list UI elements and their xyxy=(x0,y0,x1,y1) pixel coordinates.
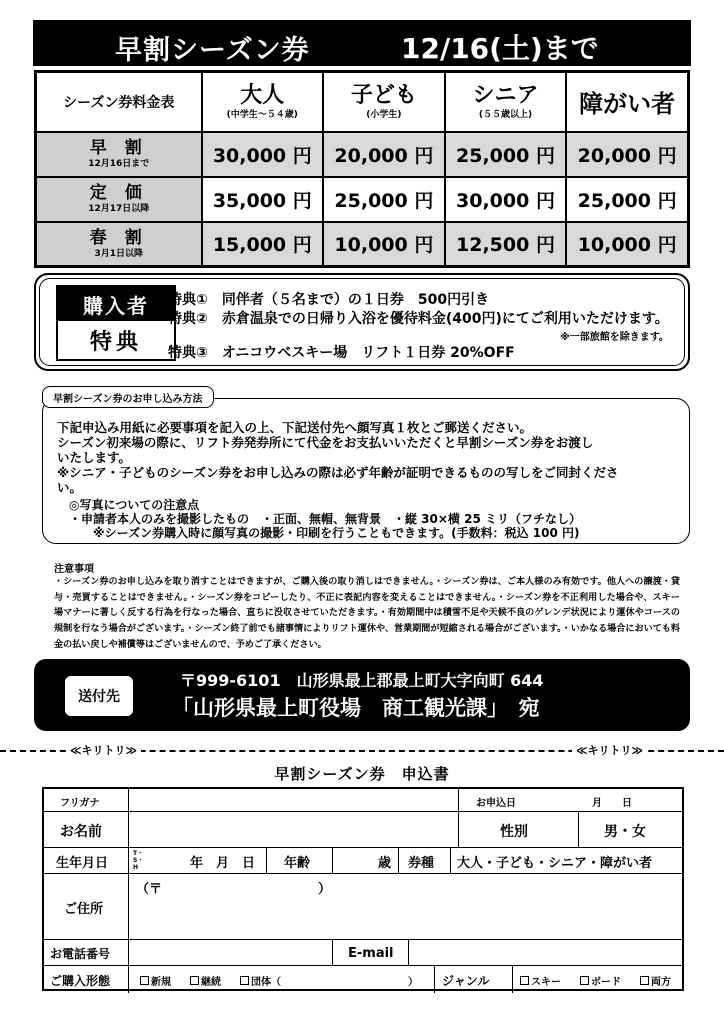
form-col-divider xyxy=(332,847,333,873)
birth-date-field[interactable]: 年 月 日 xyxy=(190,855,256,871)
name-field[interactable] xyxy=(130,813,456,845)
genre-ski-option[interactable] xyxy=(520,970,561,990)
address-line-2: 「山形県最上町役場 商工観光課」 宛 xyxy=(172,696,540,720)
price-col-senior xyxy=(445,72,567,132)
price-cell: 25,000 円 xyxy=(566,177,688,222)
row-sub: 12月17日以降 xyxy=(88,204,150,214)
row-label: 春 割 xyxy=(89,227,148,248)
col-label: 子ども xyxy=(350,82,417,108)
price-col-child xyxy=(323,72,445,132)
price-col-adult xyxy=(202,72,324,132)
address-tag: 送付先 xyxy=(65,676,133,716)
price-cell: 10,000 円 xyxy=(566,222,688,267)
price-col-disabled xyxy=(566,72,688,132)
option-label: 両方 xyxy=(651,976,671,988)
row-sub: 12月16日まで xyxy=(88,159,150,169)
howto-line: い。 xyxy=(57,480,83,495)
price-cell: 20,000 円 xyxy=(566,132,688,177)
form-row-divider xyxy=(44,811,682,812)
price-cell: 25,000 円 xyxy=(323,177,445,222)
row-label-cell xyxy=(36,177,202,222)
checkbox-icon[interactable] xyxy=(640,976,649,985)
option-label: 団体（ xyxy=(251,976,281,988)
checkbox-icon[interactable] xyxy=(140,976,149,985)
form-row-divider xyxy=(44,965,682,966)
genre-label: ジャンル xyxy=(442,973,490,988)
form-col-divider xyxy=(512,965,513,993)
email-field[interactable] xyxy=(410,941,680,963)
phone-field[interactable] xyxy=(130,941,330,963)
col-sub: (小学生) xyxy=(366,109,402,120)
cut-label-left: ≪キリトリ≫ xyxy=(66,742,141,758)
address-line-1: 〒999-6101 山形県最上郡最上町大字向町 644 xyxy=(180,671,544,690)
howto-box xyxy=(42,398,690,544)
price-cell: 35,000 円 xyxy=(202,177,324,222)
row-sub: 3月1日以降 xyxy=(94,248,144,259)
form-col-divider xyxy=(332,939,333,965)
banner-deadline: 12/16(土)まで xyxy=(401,32,599,65)
checkbox-icon[interactable] xyxy=(520,976,529,985)
benefit-note: ※一部旅館を除きます。 xyxy=(560,332,669,343)
group-close-paren: ） xyxy=(408,976,418,988)
benefit-item-3: 特典③ オニコウベスキー場 リフト１日券 20%OFF xyxy=(168,345,515,361)
form-col-divider xyxy=(458,789,459,847)
checkbox-icon[interactable] xyxy=(240,976,249,985)
price-row-regular xyxy=(36,177,689,222)
price-cell: 10,000 円 xyxy=(323,222,445,267)
price-cell: 30,000 円 xyxy=(202,132,324,177)
form-col-divider xyxy=(398,847,399,873)
form-col-divider xyxy=(128,789,129,993)
furigana-label: フリガナ xyxy=(60,797,100,809)
benefit-item-1: 特典① 同伴者（５名まで）の１日券 500円引き xyxy=(168,292,490,308)
photo-note: ※シーズン券購入時に顔写真の撮影・印刷を行うこともできます。(手数料：税込 100 円) xyxy=(93,526,580,540)
form-col-divider xyxy=(408,939,409,965)
col-label: 障がい者 xyxy=(579,90,676,119)
phone-label: お電話番号 xyxy=(50,946,111,961)
price-cell: 15,000 円 xyxy=(202,222,324,267)
postal-field[interactable]: （〒 ） xyxy=(136,881,332,897)
benefits-tag-bottom: 特典 xyxy=(89,329,142,355)
howto-line: いたします。 xyxy=(57,450,132,465)
furigana-field[interactable] xyxy=(130,790,456,810)
price-table xyxy=(34,70,690,268)
ticket-type-field[interactable]: 大人・子ども・シニア・障がい者 xyxy=(457,855,653,871)
gender-field[interactable]: 男・女 xyxy=(604,824,646,840)
price-row-spring xyxy=(36,222,689,267)
cut-label-right: ≪キリトリ≫ xyxy=(572,742,647,758)
option-label: ボード xyxy=(591,976,621,988)
benefits-box xyxy=(34,273,690,371)
form-col-divider xyxy=(266,847,267,873)
purchase-type-label: ご購入形態 xyxy=(50,973,111,988)
row-label-cell xyxy=(36,132,202,177)
form-col-divider xyxy=(578,811,579,847)
price-cell: 20,000 円 xyxy=(323,132,445,177)
price-cell: 30,000 円 xyxy=(445,177,567,222)
gender-label: 性別 xyxy=(500,824,528,840)
price-row-early xyxy=(36,132,689,177)
benefits-tag xyxy=(56,285,176,361)
era-choice[interactable]: T・S・H xyxy=(133,849,144,871)
row-label: 早 割 xyxy=(89,138,148,158)
purchase-continue-option[interactable] xyxy=(190,970,221,990)
address-box xyxy=(34,659,690,731)
genre-both-option[interactable] xyxy=(640,970,671,990)
name-label: お名前 xyxy=(60,824,102,840)
benefit-item-2: 特典② 赤倉温泉での日帰り入浴を優待料金(400円)にてご利用いただけます。 xyxy=(168,311,669,327)
option-label: 新規 xyxy=(151,976,171,988)
form-title: 早割シーズン券 申込書 xyxy=(274,765,450,783)
col-label: 大人 xyxy=(240,82,285,108)
application-form xyxy=(42,787,684,991)
price-header-row xyxy=(36,72,689,132)
howto-line: シーズン初来場の際に、リフト券発券所にて代金をお支払いいただくと早割シーズン券をお渡し xyxy=(57,435,594,450)
howto-line: ※シニア・子どものシーズン券をお申し込みの際は必ず年齢が証明できるものの写しをご同封くださ xyxy=(57,465,619,480)
option-label: スキー xyxy=(531,976,561,988)
checkbox-icon[interactable] xyxy=(580,976,589,985)
form-row-divider xyxy=(44,873,682,874)
ticket-type-label: 券種 xyxy=(408,855,435,871)
apply-date-field[interactable]: 月 日 xyxy=(592,797,632,809)
price-corner-label: シーズン券料金表 xyxy=(36,72,202,132)
howto-line: 下記申込み用紙に必要事項を記入の上、下記送付先へ顔写真１枚とご郵送ください。 xyxy=(57,420,533,435)
price-cell: 25,000 円 xyxy=(445,132,567,177)
title-banner xyxy=(33,20,691,66)
email-label: E-mail xyxy=(348,945,394,961)
caution-title: 注意事項 xyxy=(54,564,94,575)
form-row-divider xyxy=(44,939,682,940)
photo-rules: ・申請者本人のみを撮影したもの ・正面、無帽、無背景 ・縦 30×横 25 ミリ（フチなし） xyxy=(69,512,581,526)
address-label: ご住所 xyxy=(64,901,104,917)
row-label-cell xyxy=(36,222,202,267)
purchase-group-option[interactable] xyxy=(240,970,281,990)
checkbox-icon[interactable] xyxy=(190,976,199,985)
purchase-new-option[interactable] xyxy=(140,970,171,990)
price-cell: 12,500 円 xyxy=(445,222,567,267)
benefits-tag-top: 購入者 xyxy=(58,287,174,321)
age-field[interactable]: 歳 xyxy=(378,855,392,871)
form-row-divider xyxy=(44,847,682,848)
col-sub: (中学生～５４歳) xyxy=(226,109,298,120)
form-col-divider xyxy=(434,965,435,993)
caution-body: ・シーズン券のお申し込みを取り消すことはできますが、ご購入後の取り消しはできません。・シーズン券は、ご本人様のみ有効です。他人への譲渡・貸与・売買することはできません。・シーズン券をコピーしたり、不正に表記内容を変えることはできません。・シーズン券を不正利用した場合や、スキー場マナーに著しく反する行為を行なった場合、直ちに没収させていただきます。・有効期間中は積雪不足や天候不良のゲレンデ状況により運休やコースの規制を行なう場合がございます。・シーズン終了前でも諸事情によりリフト運休や、営業期間が短縮される場合がございます。・いかなる場合においても料金の払い戻しや補償等はございませんので、予めご了承ください。 xyxy=(54,577,680,650)
form-col-divider xyxy=(450,847,451,873)
age-label: 年齢 xyxy=(284,855,311,871)
apply-date-label: お申込日 xyxy=(476,797,516,809)
birth-label: 生年月日 xyxy=(56,855,109,871)
howto-tab: 早割シーズン券のお申し込み方法 xyxy=(42,386,214,408)
row-label: 定 価 xyxy=(89,183,148,203)
option-label: 継続 xyxy=(201,976,221,988)
photo-title: ◎写真についての注意点 xyxy=(69,498,200,512)
genre-board-option[interactable] xyxy=(580,970,621,990)
col-label: シニア xyxy=(472,82,539,108)
banner-title: 早割シーズン券 xyxy=(115,35,310,66)
col-sub: (５５歳以上) xyxy=(478,109,533,120)
